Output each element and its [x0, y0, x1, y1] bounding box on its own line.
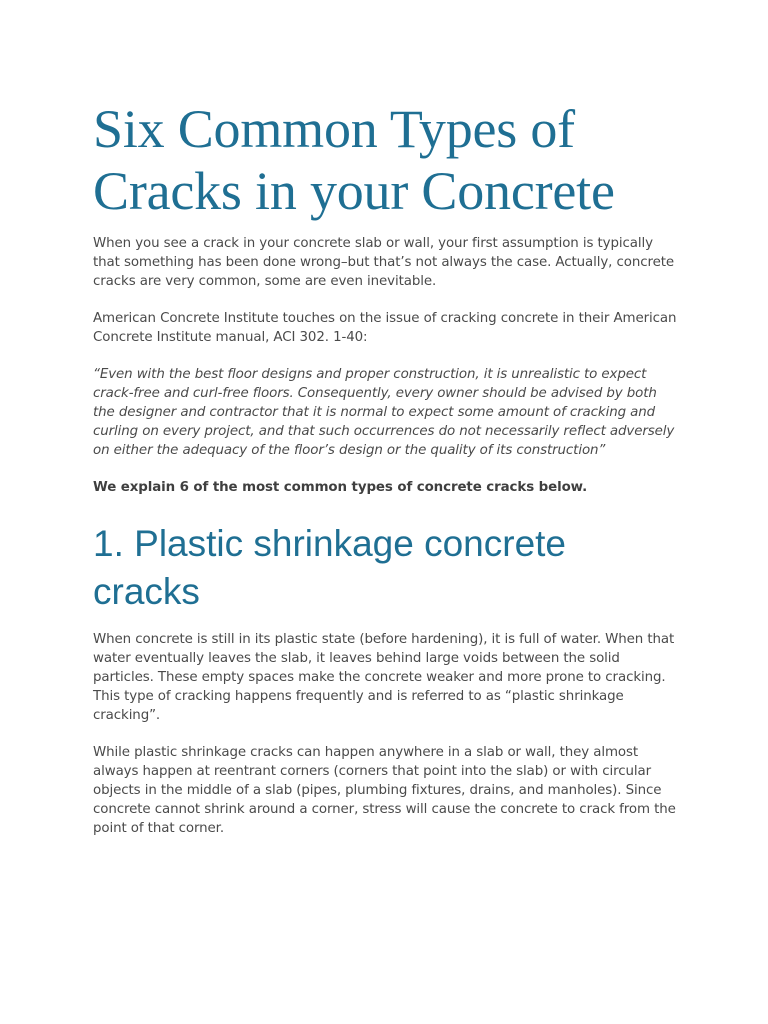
lead-paragraph: We explain 6 of the most common types of concrete cracks below. — [93, 480, 588, 495]
section-paragraph-2: While plastic shrinkage cracks can happen anywhere in a slab or wall, they almost always happen at reentrant corners (corners that point into the slab) or with circular objects in the middle of a slab (pipes, plumbing fixtures, drains, and manholes). Since concrete cannot shrink around a corner, stress will cause the concrete to crack from the point of that corner. — [93, 745, 676, 836]
document-body — [93, 98, 678, 856]
section-heading: 1. Plastic shrinkage concrete cracks — [93, 523, 567, 612]
section-paragraph-1: When concrete is still in its plastic state (before hardening), it is full of water. When that water eventually leaves the slab, it leaves behind large voids between the solid particles. These empty spaces make the concrete weaker and more prone to cracking. This type of cracking happens frequently and is referred to as “plastic shrinkage cracking”. — [93, 632, 675, 723]
aci-quote: “Even with the best floor designs and proper construction, it is unrealistic to expect crack-free and curl-free floors. Consequently, every owner should be advised by both the designer and contractor that it is normal to expect some amount of cracking and curling on every project, and that such occurrences do not necessarily reflect adversely on either the adequacy of the floor’s design or the quality of its construction” — [93, 367, 675, 458]
intro-paragraph: When you see a crack in your concrete slab or wall, your first assumption is typically that something has been done wrong–but that’s not always the case. Actually, concrete cracks are very common, some are even inevitable. — [93, 236, 675, 289]
document-title: Six Common Types of Cracks in your Concrete — [93, 99, 615, 221]
aci-intro-paragraph: American Concrete Institute touches on the issue of cracking concrete in their American Concrete Institute manual, ACI 302. 1-40: — [93, 311, 677, 345]
